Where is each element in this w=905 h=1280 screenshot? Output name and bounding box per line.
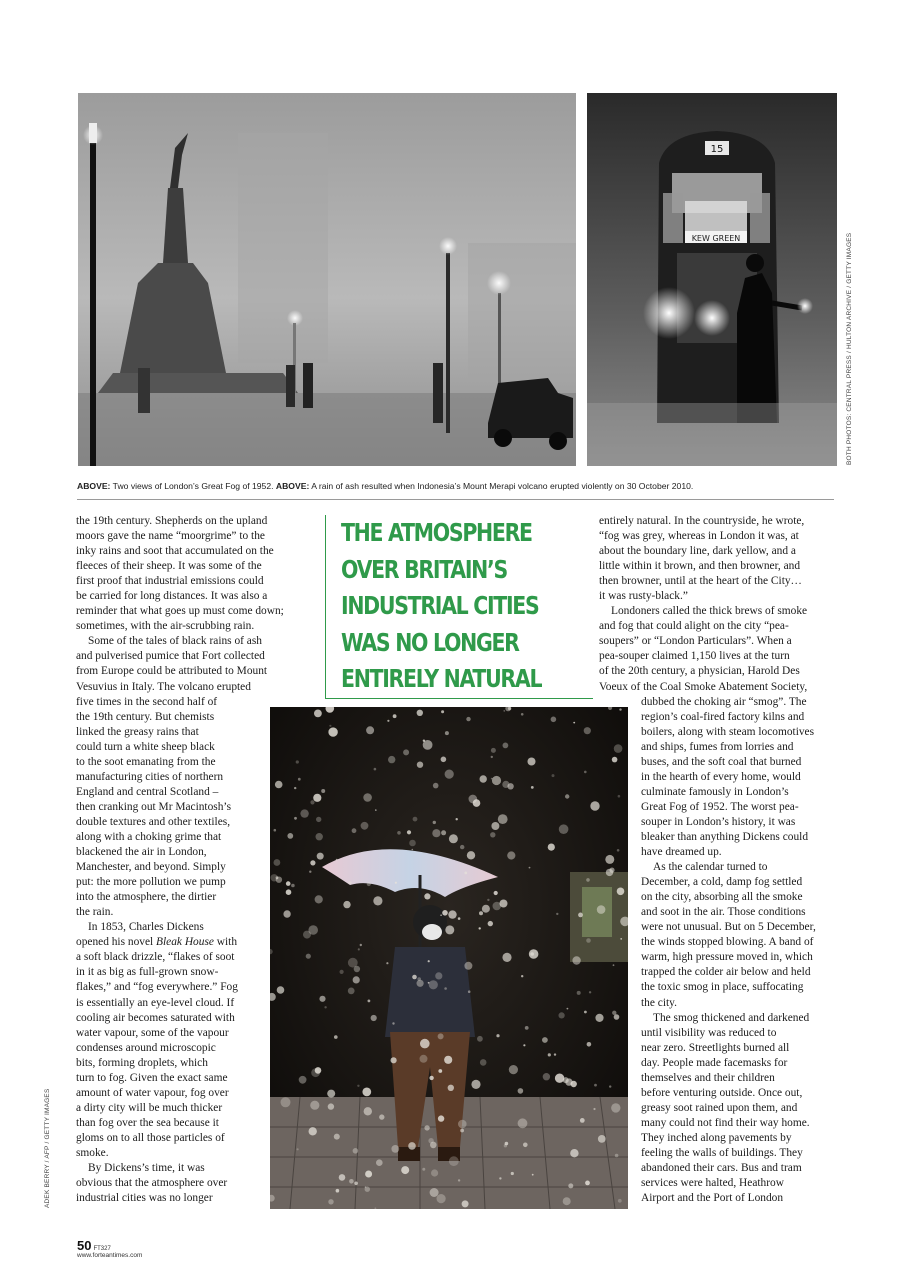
pull-quote-line: OVER BRITAIN’S xyxy=(341,554,507,584)
photo-bus-fog xyxy=(587,93,837,466)
body-column-3 xyxy=(599,514,839,1206)
text-line: services were halted, Heathrow xyxy=(641,1177,784,1190)
text-line: little within it brown, and then browner, and xyxy=(599,560,801,573)
text-line: to the soot emanating from the xyxy=(76,755,216,768)
text-line: They inched along pavements by xyxy=(641,1131,792,1144)
text-line: bits, forming droplets, which xyxy=(76,1056,208,1069)
text-line: is essentially an eye-level cloud. If xyxy=(76,996,235,1009)
text-line: five times in the second half of xyxy=(76,695,218,708)
text-line: entirely natural. In the countryside, he wrote, xyxy=(599,515,805,527)
text-line: and pulverised pumice that Fort collected xyxy=(76,650,265,663)
text-line: blackened the air in London, xyxy=(76,846,207,859)
text-line: In 1853, Charles Dickens xyxy=(88,921,204,934)
text-line: until visibility was reduced to xyxy=(641,1026,777,1039)
text-line: buses, and the soft coal that burned xyxy=(641,755,802,768)
text-line: on the city, absorbing all the smoke xyxy=(641,891,803,904)
text-line: the toxic smog in place, suffocating xyxy=(641,981,804,994)
caption-label-1: ABOVE: xyxy=(77,481,111,491)
text-line: into the atmosphere, the dirtier xyxy=(76,891,217,904)
text-line: region’s coal-fired factory kilns and xyxy=(641,710,805,723)
caption-label-2: ABOVE: xyxy=(275,481,310,491)
text-line: boilers, along with steam locomotives xyxy=(641,725,815,738)
text-line: the rain. xyxy=(76,906,114,919)
text-line: flakes,” and “fog everywhere.” Fog xyxy=(76,981,238,994)
text-line: it was rusty-black.” xyxy=(599,590,688,603)
text-line: abandoned their cars. Bus and tram xyxy=(641,1162,802,1175)
pull-quote xyxy=(325,515,593,699)
text-line: Manchester, and beyond. Simply xyxy=(76,861,226,874)
book-title: Bleak House xyxy=(156,936,214,949)
text-line: and soot in the air. Those conditions xyxy=(641,906,806,919)
text-line: linked the greasy rains that xyxy=(76,725,199,738)
pull-quote-line: INDUSTRIAL CITIES xyxy=(341,591,539,621)
text-line: souper in London’s history, it was xyxy=(641,815,796,828)
text-line: be carried for long distances. It was also a xyxy=(76,590,268,603)
text-line: Some of the tales of black rains of ash xyxy=(88,635,262,648)
text-line: have dreamed up. xyxy=(641,846,722,859)
page-folio xyxy=(77,1237,143,1259)
page-number: 50 xyxy=(77,1238,92,1253)
text-line: The smog thickened and darkened xyxy=(653,1011,810,1024)
text-line: were not unusual. But on 5 December, xyxy=(641,921,816,934)
text-line: feeling the walls of buildings. They xyxy=(641,1146,803,1159)
text-line: the city. xyxy=(641,996,677,1009)
pull-quote-line: THE ATMOSPHERE xyxy=(341,518,532,547)
photo-caption xyxy=(77,481,837,491)
text-line: then browner, until at the heart of the City… xyxy=(599,575,802,588)
photo-credit-bottom: ADEK BERRY / AFP / GETTY IMAGES xyxy=(44,1088,51,1208)
text-run: opened his novel xyxy=(76,936,157,949)
text-line: obvious that the atmosphere over xyxy=(76,1177,228,1190)
text-line: double textures and other textiles, xyxy=(76,815,231,828)
pull-quote-line: ENTIRELY NATURAL xyxy=(341,664,542,694)
text-line: first proof that industrial emissions could xyxy=(76,575,264,588)
bus-destination: KEW GREEN xyxy=(691,234,741,243)
text-line: trapped the colder air below and held xyxy=(641,966,811,979)
text-line: the 19th century. Shepherds on the upland xyxy=(76,515,268,527)
text-line: could turn a white sheep black xyxy=(76,740,215,753)
caption-text-1: Two views of London’s Great Fog of 1952. xyxy=(110,481,276,491)
text-line: the winds stopped blowing. A band of xyxy=(641,936,814,949)
issue-number: FT327 xyxy=(93,1246,111,1252)
text-line: and ships, fumes from lorries and xyxy=(641,740,794,753)
text-run: with xyxy=(213,936,238,949)
text-line: Airport and the Port of London xyxy=(641,1192,784,1205)
text-line: of the 20th century, a physician, Harold Des xyxy=(599,665,800,678)
text-line: Voeux of the Coal Smoke Abatement Society, xyxy=(599,680,808,693)
photo-merapi-ash xyxy=(270,707,628,1209)
text-line: By Dickens’s time, it was xyxy=(88,1162,205,1175)
text-line: from Europe could be attributed to Mount xyxy=(76,665,268,678)
text-line: soupers” or “London Particulars”. When a xyxy=(599,635,792,648)
caption-divider xyxy=(77,499,834,500)
text-line xyxy=(76,935,316,950)
text-line: a soft black drizzle, “flakes of soot xyxy=(76,951,235,964)
text-line: inky rains and soot that accumulated on the xyxy=(76,545,274,558)
text-line: smoke. xyxy=(76,1146,109,1159)
text-line: amount of water vapour, fog over xyxy=(76,1086,229,1099)
text-line: fleeces of their sheep. It was some of the xyxy=(76,560,262,573)
text-line: near zero. Streetlights burned all xyxy=(641,1041,790,1054)
text-line: the 19th century. But chemists xyxy=(76,710,215,723)
text-line: reminder that what goes up must come down; xyxy=(76,605,284,618)
text-line: Great Fog of 1952. The worst pea- xyxy=(641,800,799,813)
text-line: sometimes, with the air-scrubbing rain. xyxy=(76,620,255,633)
text-line: then cranking out Mr Macintosh’s xyxy=(76,800,232,813)
text-line: England and central Scotland – xyxy=(76,785,219,798)
text-line: turn to fog. Given the exact same xyxy=(76,1071,228,1084)
text-line: along with a choking grime that xyxy=(76,830,222,843)
text-line: and fog that could alight on the city “pea- xyxy=(599,620,789,633)
text-line: put: the more pollution we pump xyxy=(76,876,226,889)
text-line: water vapour, some of the vapour xyxy=(76,1026,229,1039)
text-line: in it as big as full-grown snow- xyxy=(76,966,219,979)
text-line: dubbed the choking air “smog”. The xyxy=(641,695,807,708)
text-line: moors gave the name “moorgrime” to the xyxy=(76,530,265,543)
bus-route-number: 15 xyxy=(710,144,724,155)
text-line: As the calendar turned to xyxy=(653,861,768,874)
website-url: www.forteantimes.com xyxy=(77,1252,143,1259)
text-line: greasy soot rained upon them, and xyxy=(641,1101,798,1114)
text-line: warm, high pressure moved in, which xyxy=(641,951,813,964)
text-line: day. People made facemasks for xyxy=(641,1056,788,1069)
text-line: Londoners called the thick brews of smoke xyxy=(611,605,808,618)
text-line: condenses around microscopic xyxy=(76,1041,216,1054)
text-line: about the boundary line, dark yellow, and a xyxy=(599,545,796,558)
text-line: Vesuvius in Italy. The volcano erupted xyxy=(76,680,251,693)
text-line: pea-souper claimed 1,150 lives at the turn xyxy=(599,650,790,663)
pull-quote-line: WAS NO LONGER xyxy=(341,627,519,657)
text-line: manufacturing cities of northern xyxy=(76,770,224,783)
text-line: bleaker than anything Dickens could xyxy=(641,830,809,843)
photo-credit-top: BOTH PHOTOS: CENTRAL PRESS / HULTON ARCHIVE / GETTY IMAGES xyxy=(846,232,853,465)
text-line: in the hearth of every home, would xyxy=(641,770,801,783)
text-line: “fog was grey, whereas in London it was, at xyxy=(599,530,799,543)
text-line: themselves and their children xyxy=(641,1071,775,1084)
text-line: industrial cities was no longer xyxy=(76,1192,213,1205)
text-line: cooling air becomes saturated with xyxy=(76,1011,235,1024)
text-line: before venturing outside. Once out, xyxy=(641,1086,803,1099)
text-line: gloms on to all those particles of xyxy=(76,1131,225,1144)
text-line: than fog over the sea because it xyxy=(76,1116,219,1129)
text-line: December, a cold, damp fog settled xyxy=(641,876,803,889)
photo-piccadilly-fog xyxy=(78,93,576,466)
caption-text-2: A rain of ash resulted when Indonesia’s Mount Merapi volcano erupted violently on 30 October 2010. xyxy=(309,481,694,491)
body-column-1 xyxy=(76,514,316,1206)
text-line: culminate famously in London’s xyxy=(641,785,789,798)
text-line: many could not find their way home. xyxy=(641,1116,810,1129)
text-line: a dirty city will be much thicker xyxy=(76,1101,223,1114)
